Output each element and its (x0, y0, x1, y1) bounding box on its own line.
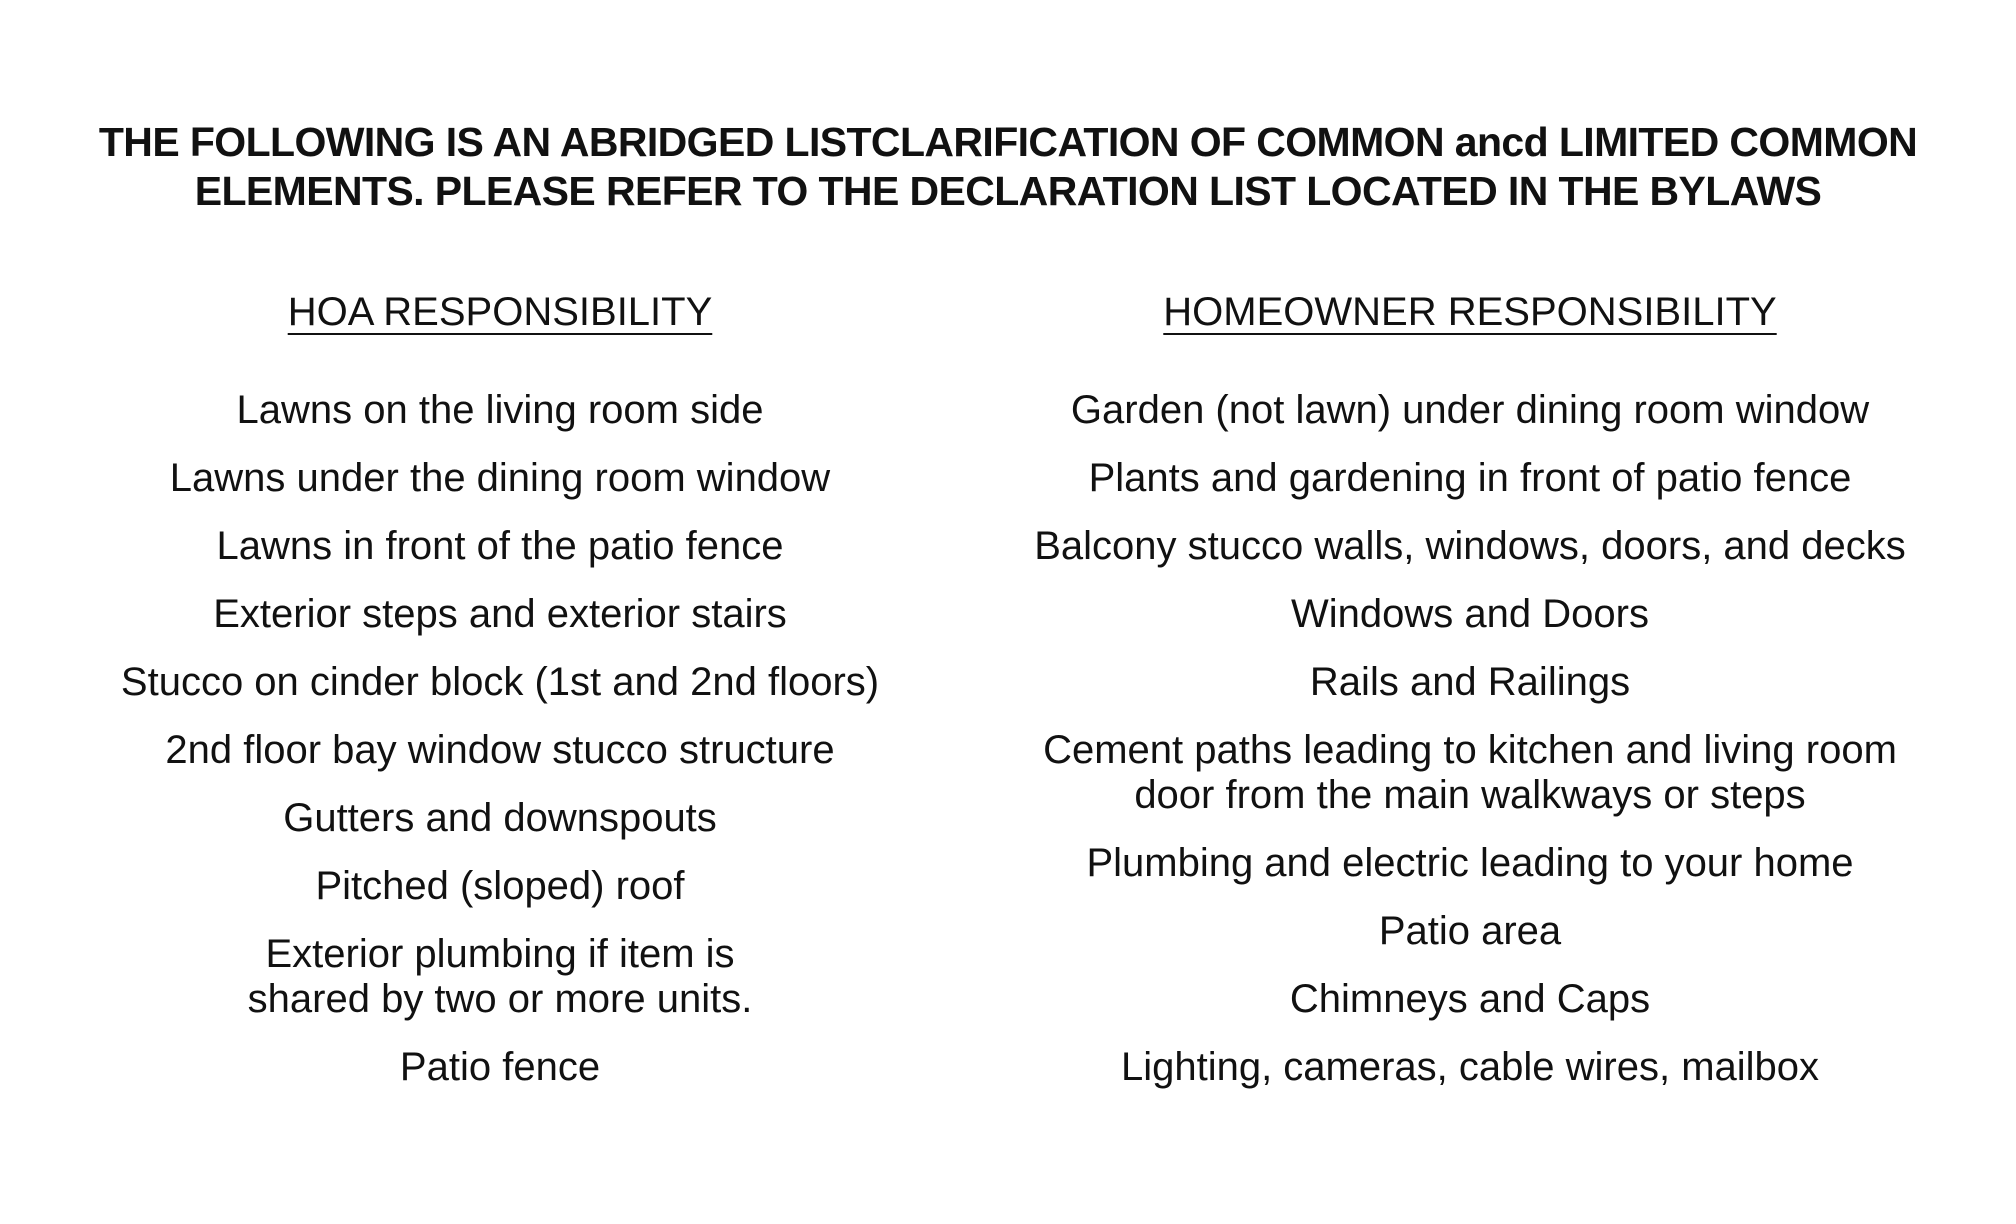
list-item: Exterior steps and exterior stairs (213, 592, 787, 636)
list-item: Rails and Railings (1309, 660, 1631, 704)
list-item: Lawns in front of the patio fence (216, 524, 784, 568)
list-item: Exterior plumbing if item is shared by two or more units. (247, 932, 753, 1021)
list-item: 2nd floor bay window stucco structure (165, 728, 835, 772)
list-item: Patio fence (399, 1045, 601, 1089)
hoa-responsibility-title: HOA RESPONSIBILITY (287, 290, 713, 334)
homeowner-responsibility-list (1000, 388, 1940, 1090)
list-item: Garden (not lawn) under dining room window (1070, 388, 1870, 432)
homeowner-responsibility-column (1000, 280, 1940, 1113)
hoa-responsibility-list (60, 388, 940, 1090)
hoa-responsibility-column (60, 280, 940, 1113)
list-item: Lawns under the dining room window (169, 456, 831, 500)
list-item: Chimneys and Caps (1289, 977, 1651, 1021)
list-item: Windows and Doors (1291, 592, 1649, 636)
list-item: Gutters and downspouts (283, 796, 717, 840)
list-item: Plumbing and electric leading to your home (1086, 841, 1854, 885)
homeowner-responsibility-title: HOMEOWNER RESPONSIBILITY (1163, 290, 1777, 334)
document-heading (0, 118, 2016, 216)
list-item: Balcony stucco walls, windows, doors, and decks (1034, 524, 1906, 568)
heading-line-1: THE FOLLOWING IS AN ABRIDGED LISTCLARIFICATION OF COMMON ancd LIMITED COMMON (98, 119, 1918, 165)
list-item: Patio area (1378, 909, 1562, 953)
list-item: Lawns on the living room side (236, 388, 764, 432)
list-item: Plants and gardening in front of patio fence (1088, 456, 1852, 500)
list-item: Pitched (sloped) roof (315, 864, 685, 908)
list-item: Cement paths leading to kitchen and living room door from the main walkways or steps (1043, 728, 1897, 817)
list-item: Stucco on cinder block (1st and 2nd floors) (120, 660, 880, 704)
heading-line-2: ELEMENTS. PLEASE REFER TO THE DECLARATION LIST LOCATED IN THE BYLAWS (194, 168, 1822, 214)
list-item: Lighting, cameras, cable wires, mailbox (1120, 1045, 1820, 1089)
